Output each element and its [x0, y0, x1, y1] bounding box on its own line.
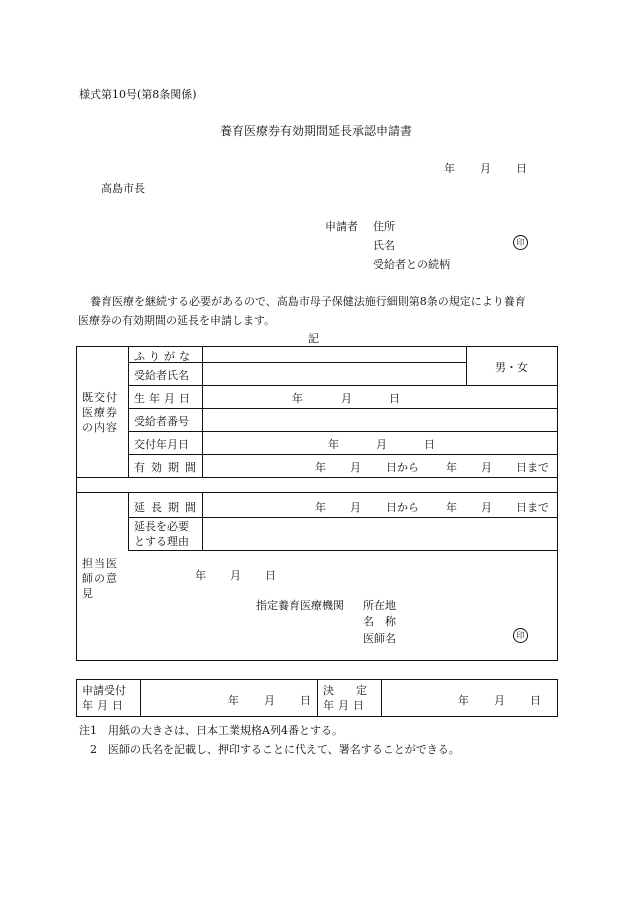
date-month: 月: [480, 162, 491, 175]
decision-year: 年: [458, 694, 469, 707]
received-day: 日: [300, 694, 311, 707]
valid-from-year: 年: [315, 461, 326, 474]
date-day: 日: [516, 162, 527, 175]
opinion-day: 日: [265, 569, 276, 582]
valid-to-day: 日まで: [516, 461, 549, 474]
ext-to-day: 日まで: [516, 501, 549, 514]
received-date-label: 申請受付 年月日: [82, 684, 127, 712]
birth-year: 年: [292, 392, 303, 405]
applicant-relation-label: 受給者との続柄: [373, 258, 450, 271]
institution-name-label: 名 称: [363, 615, 396, 628]
opinion-year: 年: [195, 569, 206, 582]
decision-day: 日: [530, 694, 541, 707]
ext-to-year: 年: [446, 501, 457, 514]
applicant-name-label: 氏名: [373, 239, 395, 252]
section-existing-ticket: 既交付 医療券 の内容: [82, 391, 118, 434]
institution-label: 指定養育医療機関: [256, 599, 344, 612]
ext-from-month: 月: [350, 501, 361, 514]
furigana-label: ふりがな: [134, 350, 194, 363]
applicant-label: 申請者: [325, 220, 358, 233]
doctor-opinion-label: 担当医 師の意 見: [82, 557, 118, 600]
note-1: 注1 用紙の大きさは、日本工業規格A列4番とする。: [79, 724, 343, 737]
doctor-name-label: 医師名: [363, 632, 396, 645]
ext-from-day: 日から: [386, 501, 419, 514]
institution-location-label: 所在地: [363, 599, 396, 612]
valid-to-month: 月: [481, 461, 492, 474]
doctor-seal-icon: 印: [513, 628, 528, 643]
applicant-address-label: 住所: [373, 220, 395, 233]
valid-from-day: 日から: [386, 461, 419, 474]
issue-day: 日: [424, 438, 435, 451]
date-year: 年: [444, 162, 455, 175]
birth-date-label: 生年月日: [134, 392, 194, 405]
issue-date-label: 交付年月日: [134, 438, 189, 451]
ext-period-label: 延長期間: [134, 501, 202, 514]
recipient-number-label: 受給者番号: [134, 415, 189, 428]
birth-day: 日: [389, 392, 400, 405]
form-number: 様式第10号(第8条関係): [79, 88, 197, 101]
body-text-line1: 養育医療を継続する必要があるので、高島市母子保健法施行細則第8条の規定により養育: [90, 295, 526, 308]
recipient-name-label: 受給者氏名: [134, 369, 189, 382]
birth-month: 月: [341, 392, 352, 405]
received-year: 年: [228, 694, 239, 707]
opinion-month: 月: [230, 569, 241, 582]
valid-to-year: 年: [446, 461, 457, 474]
valid-period-label: 有効期間: [134, 461, 202, 474]
decision-month: 月: [494, 694, 505, 707]
addressee: 高島市長: [101, 182, 145, 195]
issue-month: 月: [376, 438, 387, 451]
valid-from-month: 月: [350, 461, 361, 474]
sex-field: 男・女: [495, 361, 528, 374]
note-2: 2 医師の氏名を記載し、押印することに代えて、署名することができる。: [79, 743, 460, 756]
seal-icon: 印: [513, 235, 528, 250]
ext-to-month: 月: [481, 501, 492, 514]
ext-from-year: 年: [315, 501, 326, 514]
ext-reason-label: 延長を必要 とする理由: [134, 520, 189, 548]
form-title: 養育医療券有効期間延長承認申請書: [220, 124, 413, 138]
ki-heading: 記: [308, 332, 319, 345]
body-text-line2: 医療券の有効期間の延長を申請します。: [78, 314, 276, 327]
received-month: 月: [264, 694, 275, 707]
decision-date-label: 決 定 年月日: [323, 684, 368, 712]
issue-year: 年: [328, 438, 339, 451]
